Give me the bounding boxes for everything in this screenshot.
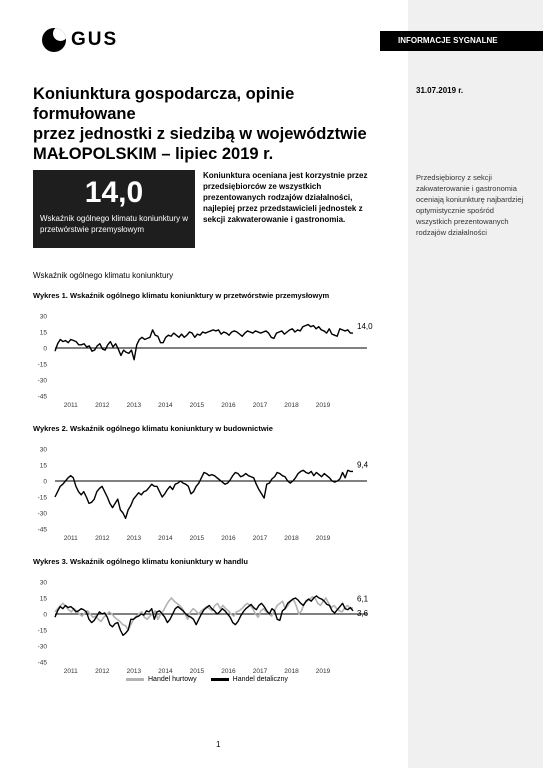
series-end-label: 14,0 [357, 322, 373, 332]
kpi-value: 14,0 [84, 176, 144, 209]
y-tick-label: -30 [37, 377, 47, 385]
side-note: Przedsiębiorcy z sekcji zakwaterowanie i gastronomia oceniają koniunkturę najbardziej optymistycznie spośród wszystkich prezentowanych rodzajów działalności [416, 173, 524, 237]
y-tick-label: 0 [43, 478, 47, 486]
x-tick-label: 2013 [126, 535, 142, 542]
y-tick-label: -45 [37, 526, 47, 534]
series-line [55, 596, 353, 635]
x-tick-label: 2019 [315, 402, 331, 409]
legend-label-retail: Handel detaliczny [232, 676, 288, 683]
title-line-2: przez jednostki z siedzibą w województwie [33, 125, 367, 143]
legend-item-wholesale [126, 676, 197, 683]
legend-swatch-retail [211, 678, 229, 681]
page-number: 1 [216, 740, 221, 749]
kpi-label: Wskaźnik ogólnego klimatu koniunktury w przetwórstwie przemysłowym [40, 214, 189, 234]
summary-text: Koniunktura oceniana jest korzystnie przez przedsiębiorców ze wszystkich prezentowanych rodzajów działalności, najlepiej przez przedstawicieli jednostek z sekcji zakwaterowanie i gastronomia. [203, 171, 368, 224]
chart-1-title: Wykres 1. Wskaźnik ogólnego klimatu koniunktury w przetwórstwie przemysłowym [33, 291, 330, 300]
x-tick-label: 2011 [63, 402, 78, 409]
x-tick-label: 2016 [221, 535, 236, 542]
y-tick-label: -30 [37, 643, 47, 651]
x-tick-label: 2018 [284, 402, 299, 409]
chart-3-legend [126, 676, 302, 683]
y-tick-label: -30 [37, 510, 47, 518]
x-tick-label: 2012 [95, 535, 110, 542]
x-tick-label: 2013 [126, 402, 142, 409]
document-type-tag: INFORMACJE SYGNALNE [380, 31, 543, 51]
kpi-box [33, 170, 195, 248]
x-tick-label: 2015 [189, 535, 205, 542]
chart-2-title: Wykres 2. Wskaźnik ogólnego klimatu koniunktury w budownictwie [33, 424, 273, 433]
x-tick-label: 2013 [126, 668, 142, 675]
y-tick-label: -15 [37, 361, 47, 369]
y-tick-label: 30 [39, 579, 47, 587]
y-tick-label: 0 [43, 611, 47, 619]
series-end-label: 3,6 [357, 608, 369, 618]
y-tick-label: -15 [37, 494, 47, 502]
chart-2-construction [33, 441, 378, 543]
series-line [55, 325, 353, 360]
series-line [55, 470, 353, 518]
series-line [55, 597, 353, 630]
right-sidebar [408, 0, 543, 768]
y-tick-label: -45 [37, 659, 47, 667]
x-tick-label: 2012 [95, 402, 110, 409]
y-tick-label: -45 [37, 393, 47, 401]
y-tick-label: 0 [43, 345, 47, 353]
publication-date: 31.07.2019 r. [416, 86, 464, 95]
x-tick-label: 2018 [284, 668, 299, 675]
chart-1-manufacturing [33, 308, 378, 410]
gus-logo [42, 28, 118, 52]
x-tick-label: 2014 [158, 402, 173, 409]
title-line-3: MAŁOPOLSKIM – lipiec 2019 r. [33, 145, 274, 163]
x-tick-label: 2012 [95, 668, 110, 675]
x-tick-label: 2017 [252, 535, 268, 542]
x-tick-label: 2011 [63, 535, 78, 542]
logo-text: GUS [71, 29, 119, 50]
x-tick-label: 2015 [189, 668, 205, 675]
x-tick-label: 2016 [221, 668, 236, 675]
y-tick-label: -15 [37, 627, 47, 635]
gus-logo-icon [42, 28, 66, 52]
series-end-label: 9,4 [357, 460, 369, 470]
x-tick-label: 2015 [189, 402, 205, 409]
legend-item-retail [211, 676, 288, 683]
section-title: Wskaźnik ogólnego klimatu koniunktury [33, 271, 174, 280]
chart-3-trade [33, 574, 378, 676]
page-title [33, 84, 378, 164]
x-tick-label: 2014 [158, 668, 173, 675]
title-line-1: Koniunktura gospodarcza, opinie formułowane [33, 85, 295, 123]
y-tick-label: 15 [39, 329, 47, 337]
y-tick-label: 15 [39, 595, 47, 603]
x-tick-label: 2017 [252, 402, 268, 409]
series-end-label: 6,1 [357, 594, 369, 604]
y-tick-label: 15 [39, 462, 47, 470]
x-tick-label: 2016 [221, 402, 236, 409]
x-tick-label: 2019 [315, 668, 331, 675]
x-tick-label: 2014 [158, 535, 173, 542]
legend-swatch-wholesale [126, 678, 144, 681]
x-tick-label: 2019 [315, 535, 331, 542]
y-tick-label: 30 [39, 446, 47, 454]
x-tick-label: 2011 [63, 668, 78, 675]
y-tick-label: 30 [39, 313, 47, 321]
x-tick-label: 2018 [284, 535, 299, 542]
chart-3-title: Wykres 3. Wskaźnik ogólnego klimatu koniunktury w handlu [33, 557, 248, 566]
x-tick-label: 2017 [252, 668, 268, 675]
legend-label-wholesale: Handel hurtowy [148, 676, 197, 683]
